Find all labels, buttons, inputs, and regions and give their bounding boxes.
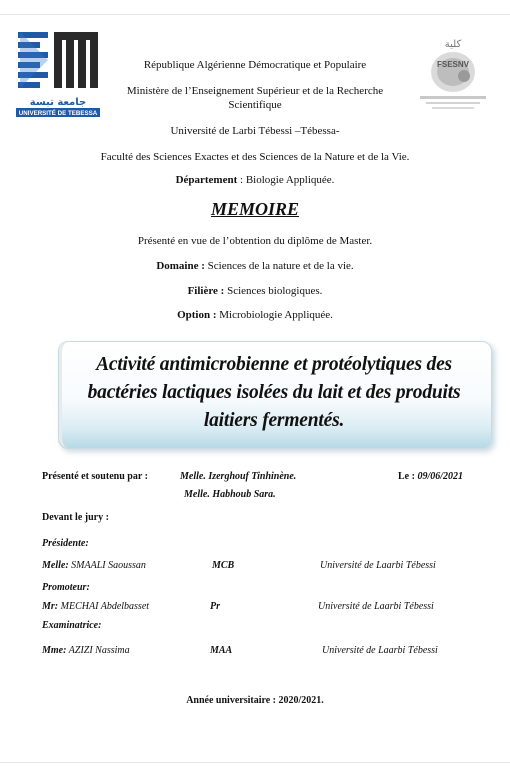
jury-name: SMAALI Saoussan [68, 560, 146, 571]
jury-heading: Devant le jury : [42, 512, 109, 523]
jury-title: Mr: [42, 601, 59, 612]
jury-name: MECHAI Abdelbasset [58, 601, 150, 612]
memoire-heading: MEMOIRE [210, 199, 300, 219]
department-value: : Biologie Appliquée. [237, 174, 335, 186]
jury-grade-promoteur: Pr [210, 601, 220, 612]
ministry-line-1: Ministère de l’Enseignement Supérieur et de la Recherche [126, 85, 384, 97]
defense-date [398, 471, 463, 482]
faculty-logo-name: FSESNV [436, 60, 470, 69]
department-line [0, 174, 510, 186]
ministry-line-2: Scientifique [228, 99, 282, 111]
jury-member-president [42, 560, 146, 571]
option-line [0, 309, 510, 321]
presented-by-label: Présenté et soutenu par : [42, 471, 148, 482]
filiere-value: Sciences biologiques. [224, 285, 323, 297]
page-top-border [0, 14, 510, 15]
author-1: Melle. Izerghouf Tinhinène. [180, 471, 297, 482]
author-2: Melle. Habhoub Sara. [184, 489, 276, 500]
jury-role-president: Présidente: [42, 538, 89, 549]
logo-french-text: UNIVERSITÉ DE TEBESSA [18, 110, 98, 117]
jury-grade-examinatrice: MAA [210, 645, 233, 656]
jury-member-examinatrice [42, 645, 130, 656]
thesis-title-line-2: bactéries lactiques isolées du lait et des produits [87, 382, 461, 403]
filiere-line [0, 285, 510, 297]
jury-grade-president: MCB [212, 560, 235, 571]
option-label: Option : [177, 309, 217, 321]
department-label: Département [175, 174, 238, 186]
academic-year: Année universitaire : 2020/2021. [186, 695, 324, 706]
domaine-value: Sciences de la nature et de la vie. [204, 260, 354, 272]
domaine-line [0, 260, 510, 272]
jury-title: Mme: [42, 645, 67, 656]
university-line: Université de Larbi Tébessi –Tébessa- [170, 125, 340, 137]
jury-university-examinatrice: Université de Laarbi Tébessi [322, 645, 438, 656]
filiere-label: Filière : [187, 285, 225, 297]
jury-university-president: Université de Laarbi Tébessi [320, 560, 436, 571]
logo-arabic-text: جامعة تبسة [29, 97, 87, 108]
thesis-title-line-3: laitiers fermentés. [203, 410, 345, 431]
jury-role-examinatrice: Examinatrice: [42, 620, 102, 631]
jury-title: Melle: [42, 560, 69, 571]
option-value: Microbiologie Appliquée. [216, 309, 333, 321]
faculty-line: Faculté des Sciences Exactes et des Sciences de la Nature et de la Vie. [100, 151, 410, 163]
jury-member-promoteur [42, 601, 149, 612]
date-label: Le : [398, 471, 415, 482]
page-bottom-border [0, 762, 510, 763]
thesis-title-line-1: Activité antimicrobienne et protéolytiques des [96, 354, 452, 375]
jury-role-promoteur: Promoteur: [42, 582, 90, 593]
jury-university-promoteur: Université de Laarbi Tébessi [318, 601, 434, 612]
presented-for-line: Présenté en vue de l’obtention du diplôme de Master. [137, 235, 373, 247]
domaine-label: Domaine : [156, 260, 205, 272]
date-value: 09/06/2021 [417, 471, 464, 482]
jury-name: AZIZI Nassima [66, 645, 130, 656]
republic-line: République Algérienne Démocratique et Populaire [143, 59, 367, 71]
faculty-logo-arabic: كلية [444, 39, 462, 50]
